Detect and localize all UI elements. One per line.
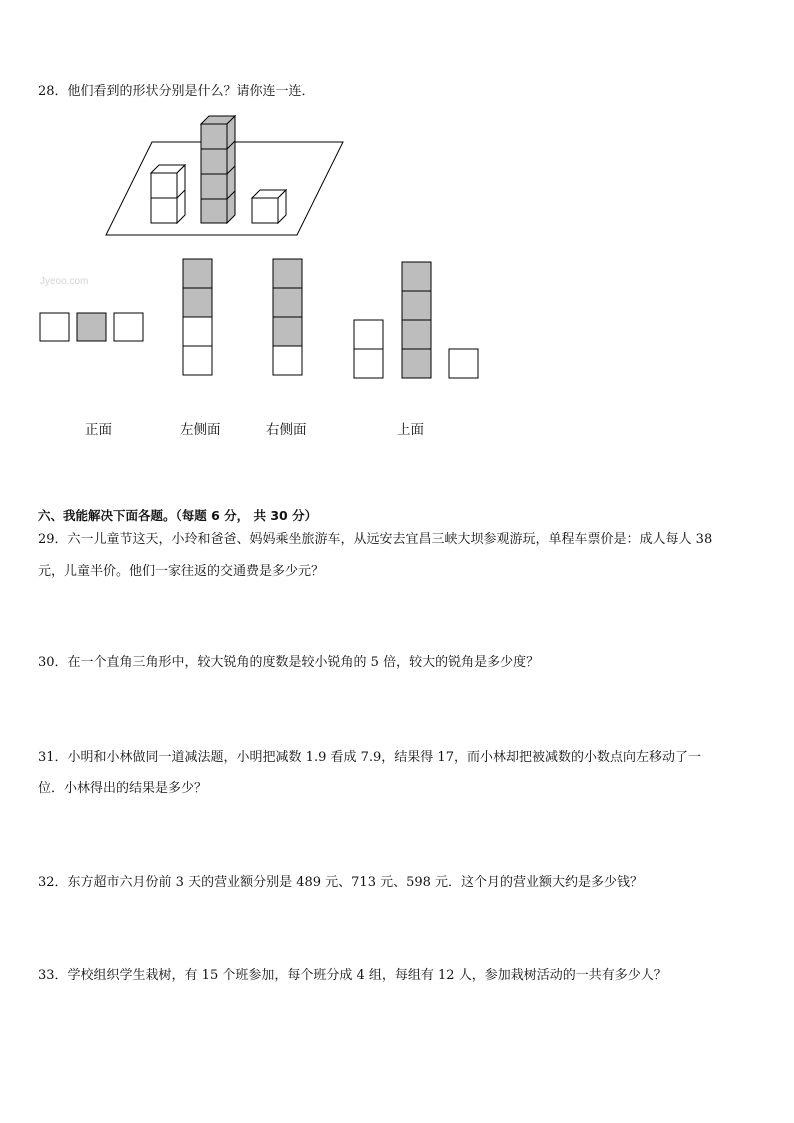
- question-number: 28．: [38, 84, 68, 99]
- view-front-squares: [40, 313, 143, 341]
- question-29-line-2: 元，儿童半价。他们一家往返的交通费是多少元？: [38, 564, 325, 579]
- question-number: 31．: [38, 750, 68, 765]
- question-text: 东方超市六月份前 3 天的营业额分别是 489 元、713 元、598 元．这个月的营业额大约是多少钱？: [67, 875, 644, 890]
- question-number: 32．: [38, 875, 68, 890]
- question-text: 学校组织学生栽树，有 15 个班参加，每个班分成 4 组，每组有 12 人，参加栽树活动的一共有多少人？: [67, 968, 667, 983]
- view-right-column: [273, 259, 302, 375]
- question-text-line-1: 六一儿童节这天，小玲和爸爸、妈妈乘坐旅游车，从远安去宜昌三峡大坝参观游玩，单程车票价是：成人每人 38: [67, 532, 713, 547]
- question-33: [38, 968, 667, 984]
- question-number: 29．: [38, 532, 68, 547]
- question-31: [38, 750, 701, 766]
- right-cube: [252, 190, 286, 223]
- caption-front: 正面: [85, 422, 112, 438]
- question-29: [38, 532, 712, 548]
- caption-right-side: 右侧面: [266, 422, 307, 438]
- caption-left-side: 左侧面: [180, 422, 221, 438]
- question-text: 在一个直角三角形中，较大锐角的度数是较小锐角的 5 倍，较大的锐角是多少度？: [67, 655, 540, 670]
- middle-cube-stack: [201, 116, 235, 223]
- question-text: 他们看到的形状分别是什么？请你连一连．: [67, 84, 315, 99]
- left-cube-stack: [151, 165, 185, 223]
- section-6-heading: 六、我能解决下面各题。（每题 6 分， 共 30 分）: [38, 508, 318, 523]
- view-left-column: [183, 259, 212, 375]
- question-30: [38, 655, 539, 671]
- question-number: 33．: [38, 968, 68, 983]
- question-text-line-1: 小明和小林做同一道减法题，小明把减数 1.9 看成 7.9，结果得 17，而小林却把被减数的小数点向左移动了一: [67, 750, 701, 765]
- caption-top: 上面: [397, 422, 424, 438]
- watermark: Jyeoo.com: [40, 276, 89, 287]
- view-top-arrangement: [354, 262, 478, 378]
- question-32: [38, 875, 643, 891]
- question-31-line-2: 位．小林得出的结果是多少？: [38, 781, 208, 796]
- question-number: 30．: [38, 655, 68, 670]
